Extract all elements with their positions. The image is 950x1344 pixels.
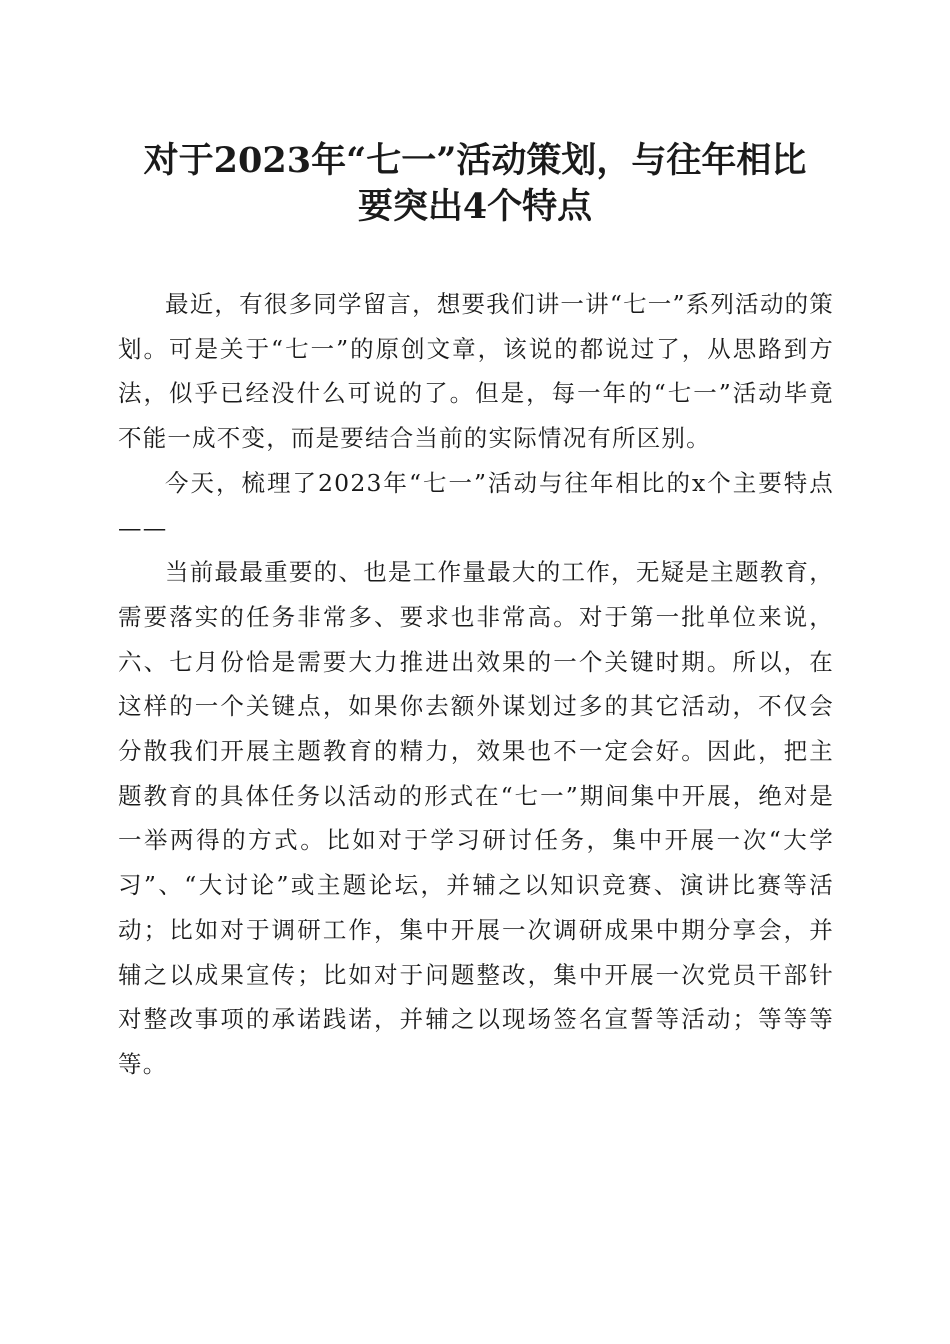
- paragraph-intro: 最近，有很多同学留言，想要我们讲一讲“七一”系列活动的策划。可是关于“七一”的原创文章，该说的都说过了，从思路到方法，似乎已经没什么可说的了。但是，每一年的“七一”活动毕竟不能一成不变，而是要结合当前的实际情况有所区别。: [118, 290, 834, 453]
- document-title: [100, 138, 850, 230]
- title-line-1: 对于2023年“七一”活动策划，与往年相比: [143, 140, 807, 181]
- title-line-2: 要突出4个特点: [357, 186, 593, 227]
- document-body: [118, 282, 834, 1087]
- paragraph-main: 当前最最重要的、也是工作量最大的工作，无疑是主题教育，需要落实的任务非常多、要求也非常高。对于第一批单位来说，六、七月份恰是需要大力推进出效果的一个关键时期。所以，在这样的一个关键点，如果你去额外谋划过多的其它活动，不仅会分散我们开展主题教育的精力，效果也不一定会好。因此，把主题教育的具体任务以活动的形式在“七一”期间集中开展，绝对是一举两得的方式。比如对于学习研讨任务，集中开展一次“大学习”、“大讨论”或主题论坛，并辅之以知识竞赛、演讲比赛等活动；比如对于调研工作，集中开展一次调研成果中期分享会，并辅之以成果宣传；比如对于问题整改，集中开展一次党员干部针对整改事项的承诺践诺，并辅之以现场签名宣誓等活动；等等等等。: [118, 558, 834, 1078]
- paragraph-today: 今天，梳理了2023年“七一”活动与往年相比的x个主要特点——: [118, 468, 834, 542]
